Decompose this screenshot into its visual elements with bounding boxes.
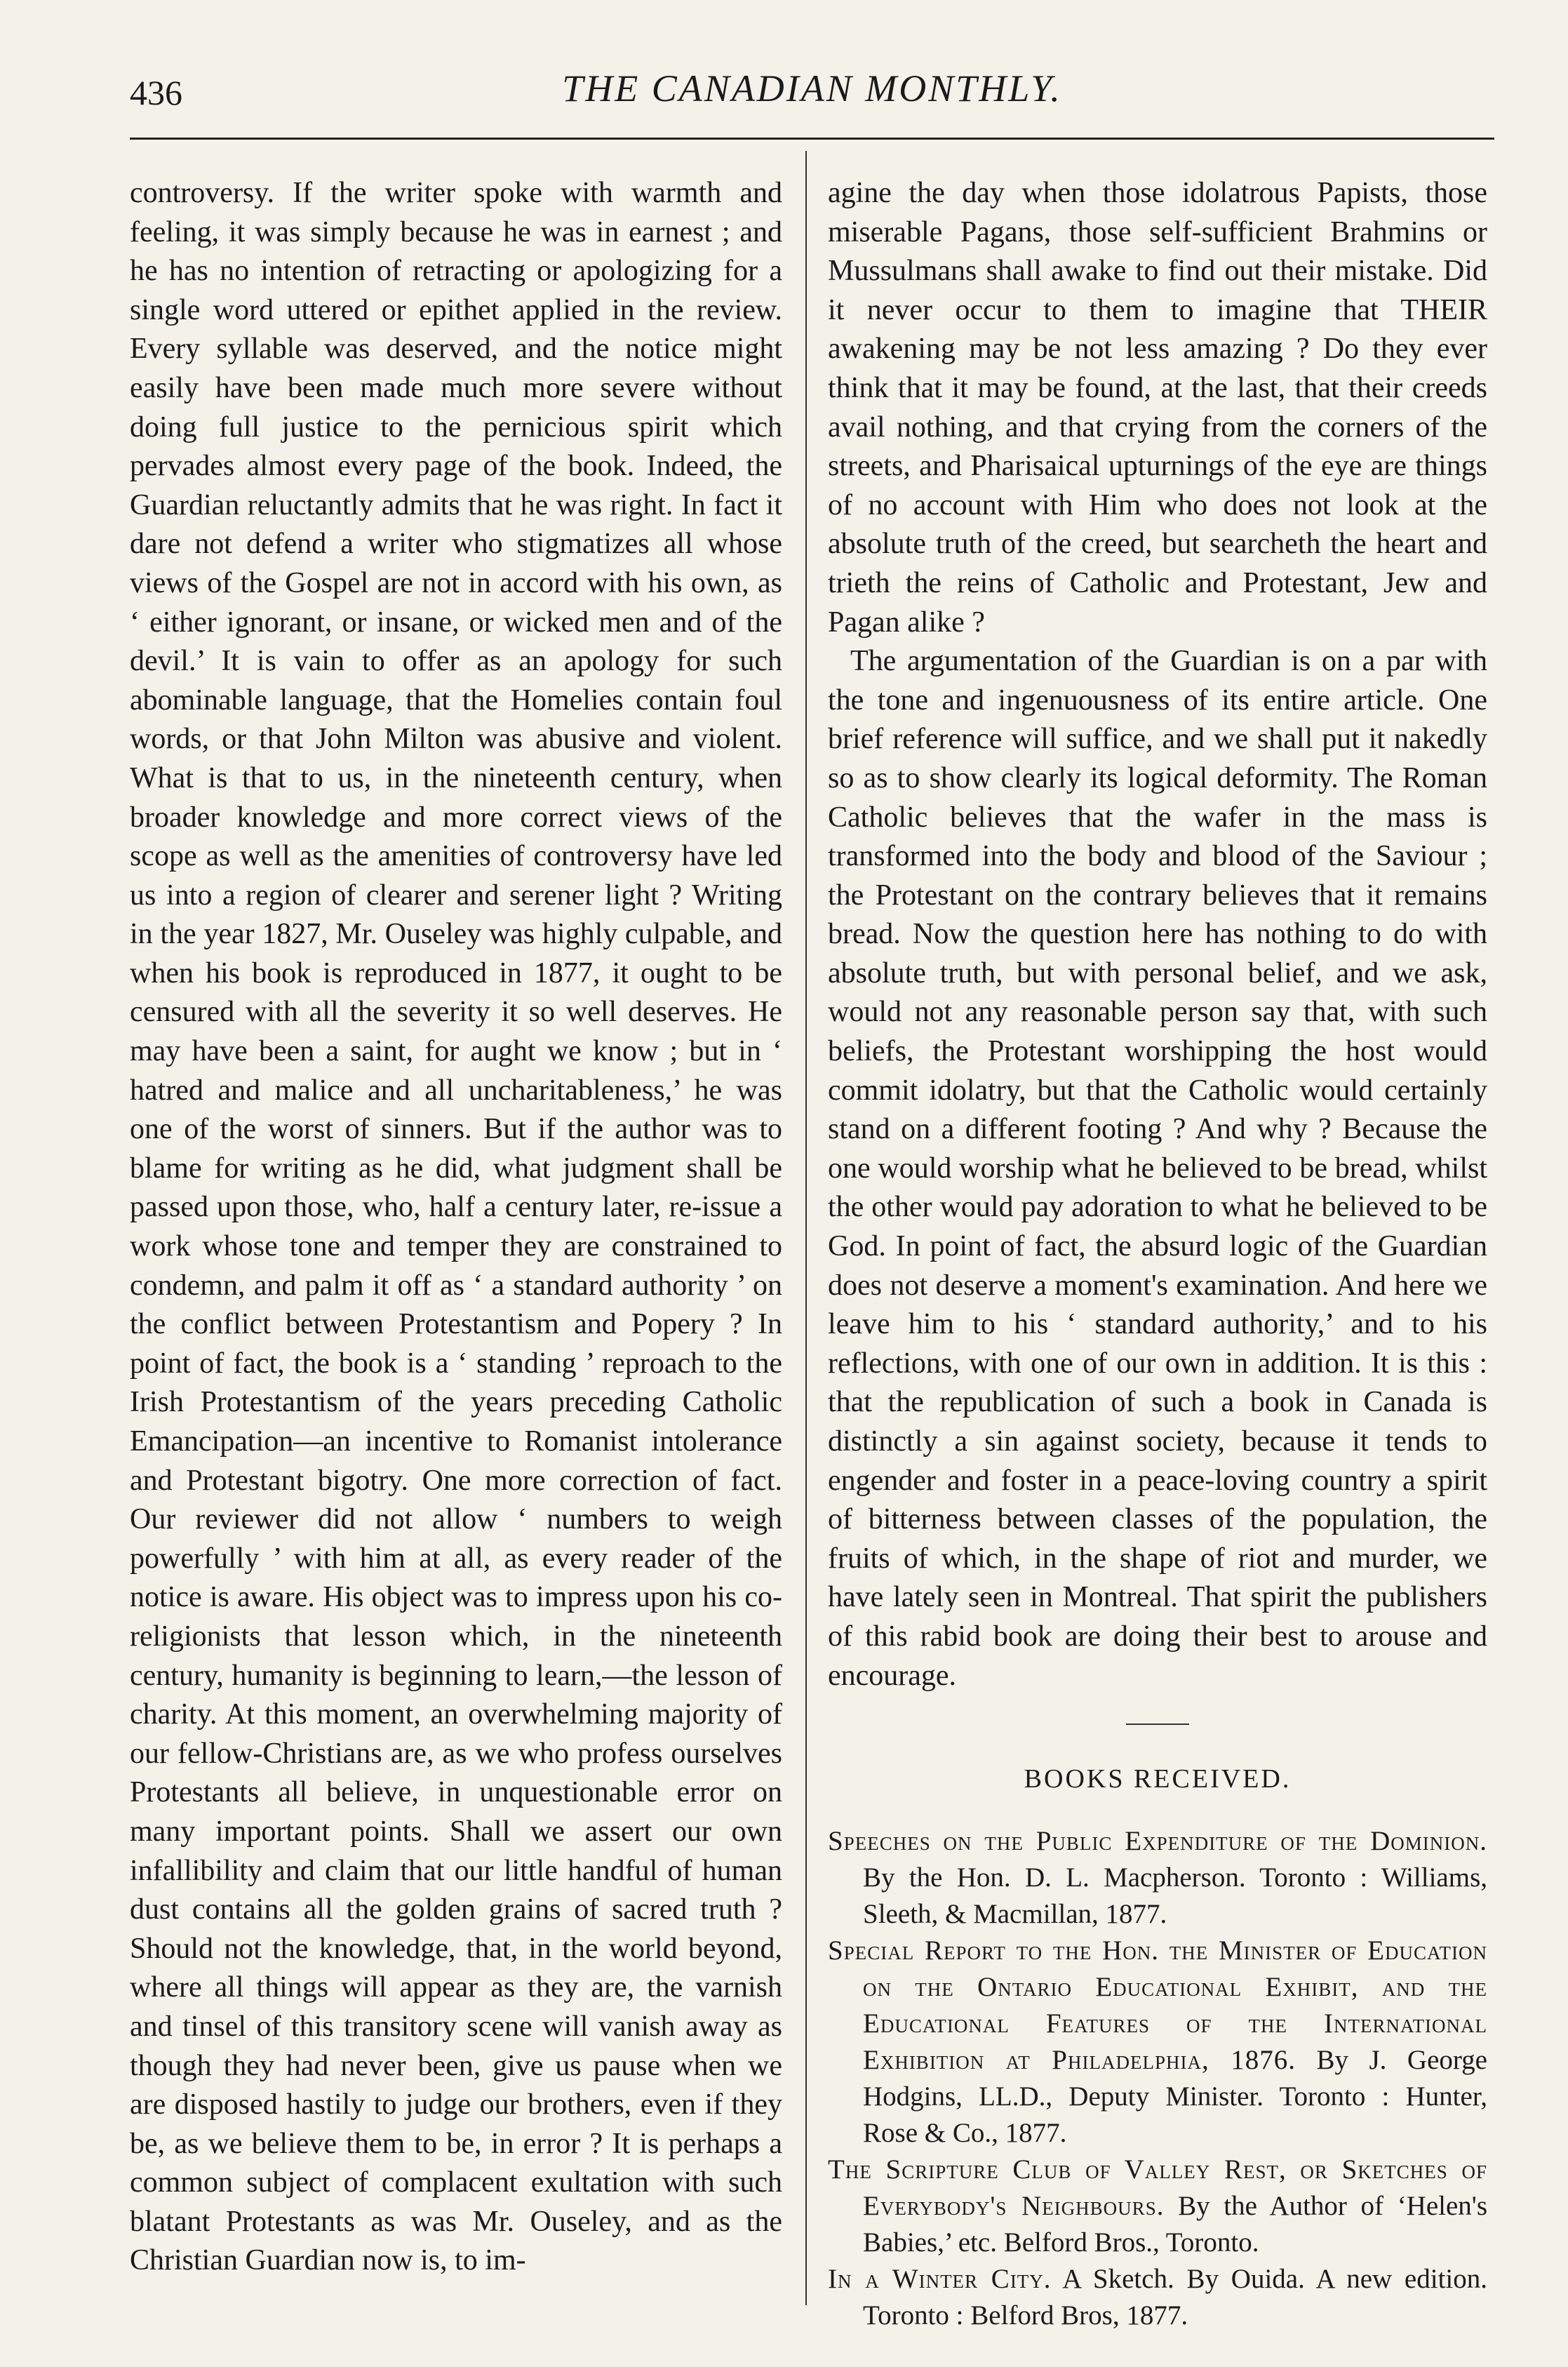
column-divider [805,151,807,2305]
left-column-paragraph: controversy. If the writer spoke with warmth and feeling, it was simply because he was in earnest ; and he has no intention of retracting or apologizing for a single word uttered or epithet applied in the review. Every syllable was deserved, and the notice might easily have been made much more severe without doing full justice to the pernicious spirit which pervades almost every page of the book. Indeed, the Guardian reluctantly admits that he was right. In fact it dare not defend a writer who stigmatizes all whose views of the Gospel are not in accord with his own, as ‘ either ignorant, or insane, or wicked men and of the devil.’ It is vain to offer as an apology for such abominable language, that the Homelies contain foul words, or that John Milton was abusive and violent. What is that to us, in the nineteenth century, when broader knowledge and more correct views of the scope as well as the amenities of controversy have led us into a region of clearer and serener light ? Writing in the year 1827, Mr. Ouseley was highly culpable, and when his book is reproduced in 1877, it ought to be censured with all the severity it so well deserves. He may have been a saint, for aught we know ; but in ‘ hatred and malice and all uncharitableness,’ he was one of the worst of sinners. But if the author was to blame for writing as he did, what judgment shall be passed upon those, who, half a century later, re-issue a work whose tone and temper they are constrained to condemn, and palm it off as ‘ a standard authority ’ on the conflict between Protestantism and Popery ? In point of fact, the book is a ‘ standing ’ reproach to the Irish Protestantism of the years preceding Catholic Emancipation—an incentive to Romanist intolerance and Protestant bigotry. One more correction of fact. Our reviewer did not allow ‘ numbers to weigh powerfully ’ with him at all, as every reader of the notice is aware. His object was to impress upon his co-religionists that lesson which, in the nineteenth century, humanity is beginning to learn,—the lesson of charity. At this moment, an overwhelming majority of our fellow-Christians are, as we who profess ourselves Protestants all believe, in unquestionable error on many important points. Shall we assert our own infallibility and claim that our little handful of human dust contains all the golden grains of sacred truth ? Should not the knowledge, that, in the world beyond, where all things will appear as they are, the varnish and tinsel of this transitory scene will vanish away as though they had never been, give us pause when we are disposed hastily to judge our brothers, even if they be, as we believe them to be, in error ? It is perhaps a common subject of complacent exultation with such blatant Protestants as was Mr. Ouseley, and as the Christian Guardian now is, to im- [130,177,782,2277]
book-entry [828,1823,1487,1933]
book-title: In a Winter City. [828,2263,1052,2294]
book-details: By the Hon. D. L. Macpherson. Toronto : Williams, Sleeth, & Macmillan, 1877. [863,1862,1487,1929]
page-number: 436 [130,73,182,112]
section-separator [1126,1723,1189,1725]
book-details: By J. George Hodgins, LL.D., Deputy Minister. Toronto : Hunter, Rose & Co., 1877. [863,2044,1487,2148]
book-details: By the Author of ‘Helen's Babies,’ etc. Belford Bros., Toronto. [863,2190,1488,2258]
book-title: Speeches on the Public Expenditure of the Dominion. [828,1825,1487,1856]
book-entry [828,2261,1487,2334]
right-column-paragraph-1: agine the day when those idolatrous Papists, those miserable Pagans, those self-sufficient Brahmins or Mussulmans shall awake to find out their mistake. Did it never occur to them to imagine that THEIR awakening may be not less amazing ? Do they ever think that it may be found, at the last, that their creeds avail nothing, and that crying from the corners of the streets, and Pharisaical upturnings of the eye are things of no account with Him who does not look at the absolute truth of the creed, but searcheth the heart and trieth the reins of Catholic and Protestant, Jew and Pagan alike ? [828,177,1487,639]
book-title: Special Report to the Hon. the Minister of Education on the Ontario Educational Exhibit, and the Educational Features of the International Exhibition at Philadelphia, 1876. [828,1935,1487,2075]
running-title: THE CANADIAN MONTHLY. [562,67,1062,109]
book-entry [828,2152,1487,2261]
header-rule [130,138,1494,140]
left-column [130,174,782,2281]
book-title: The Scripture Club of Valley Rest, or Sketches of Everybody's Neighbours. [828,2154,1487,2221]
books-received-heading: BOOKS RECEIVED. [1024,1764,1292,1794]
books-received-list [828,1823,1487,2334]
page-header [130,67,1494,137]
book-entry [828,1933,1487,2152]
book-details: A Sketch. By Ouida. A new edition. Toronto : Belford Bros, 1877. [863,2263,1487,2331]
right-column [828,174,1487,2334]
right-column-paragraph-2: The argumentation of the Guardian is on a par with the tone and ingenuousness of its entire article. One brief reference will suffice, and we shall put it nakedly so as to show clearly its logical deformity. The Roman Catholic believes that the wafer in the mass is transformed into the body and blood of the Saviour ; the Protestant on the contrary believes that it remains bread. Now the question here has nothing to do with absolute truth, but with personal belief, and we ask, would not any reasonable person say that, with such beliefs, the Protestant worshipping the host would commit idolatry, but that the Catholic would certainly stand on a different footing ? And why ? Because the one would worship what he believed to be bread, whilst the other would pay adoration to what he believed to be God. In point of fact, the absurd logic of the Guardian does not deserve a moment's examination. And here we leave him to his ‘ standard authority,’ and to his reflections, with one of our own in addition. It is this : that the republication of such a book in Canada is distinctly a sin against society, because it tends to engender and foster in a peace-loving country a spirit of bitterness between classes of the population, the fruits of which, in the shape of riot and murder, we have lately seen in Montreal. That spirit the publishers of this rabid book are doing their best to arouse and encourage. [828,645,1487,1692]
